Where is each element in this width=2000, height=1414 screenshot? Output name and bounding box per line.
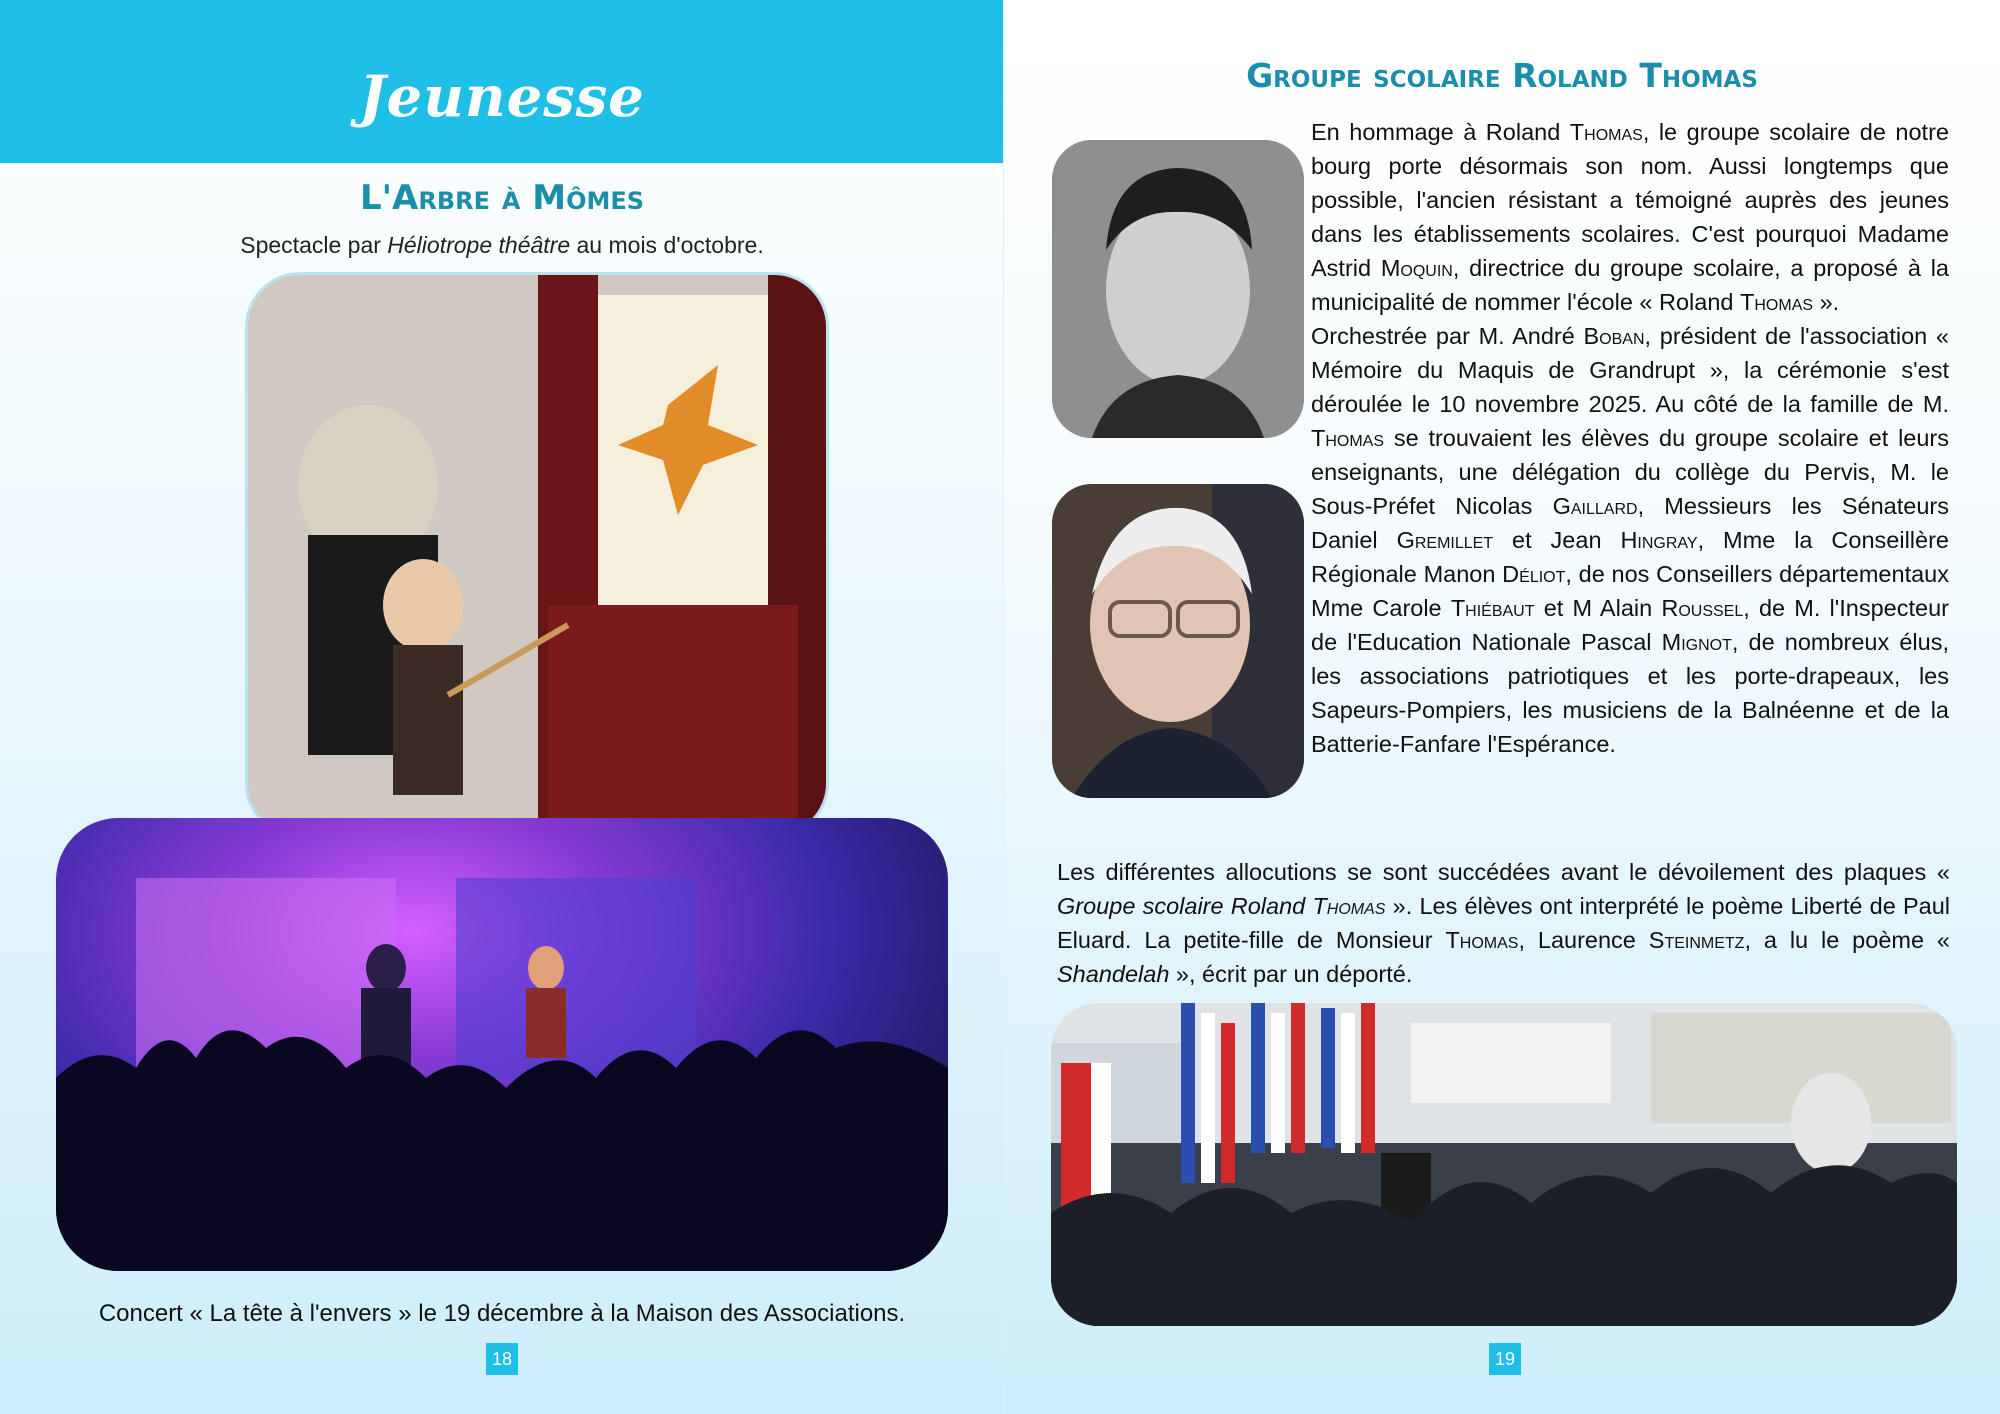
paragraph-1	[1311, 115, 1949, 319]
photo-roland-thomas-elderly	[1052, 484, 1304, 798]
text-run: Thiébaut	[1450, 595, 1535, 621]
text-run: Moquin	[1380, 255, 1453, 281]
text-run: Shandelah	[1057, 961, 1170, 987]
text-run: Déliot	[1502, 561, 1566, 587]
text-run: En hommage à Roland	[1311, 119, 1570, 145]
paragraph-tribute	[1311, 115, 1949, 761]
text-run: Les différentes allocutions se sont succédées avant le dévoilement des plaques «	[1057, 859, 1950, 885]
text-run: Thomas	[1312, 893, 1386, 919]
photo-ceremony	[1051, 1003, 1957, 1326]
text-run: Orchestrée par M. André	[1311, 323, 1584, 349]
text-run: Boban	[1583, 323, 1645, 349]
subtitle-suffix: au mois d'octobre.	[570, 232, 764, 258]
text-run: Mignot	[1661, 629, 1732, 655]
photo-concert	[56, 818, 948, 1271]
text-run: Thomas	[1445, 927, 1519, 953]
banner-title: Jeunesse	[359, 64, 645, 130]
text-run: , de nombreux élus, les associations patriotiques et les porte-drapeaux, les Sapeurs-Pompiers, les musiciens de la Balnéenne et de la Batterie-Fanfare l'Espérance.	[1311, 629, 1949, 757]
text-run: Hingray	[1620, 527, 1698, 553]
paragraph-speeches	[1057, 855, 1950, 991]
photo-shadow-theatre	[245, 272, 829, 838]
section-title-roland-thomas: Groupe scolaire Roland Thomas	[1246, 56, 1758, 95]
paragraph-2	[1311, 319, 1949, 761]
text-run: , directrice du groupe scolaire, a proposé à la municipalité de nommer l'école « Roland	[1311, 255, 1950, 315]
section-title-arbre: L'Arbre à Mômes	[359, 178, 645, 218]
text-run: Roussel	[1661, 595, 1744, 621]
text-run: , Messieurs les Sénateurs Daniel	[1311, 493, 1949, 553]
subtitle	[0, 232, 1004, 259]
subtitle-company: Héliotrope théâtre	[387, 232, 571, 258]
text-run: , le groupe scolaire de notre bourg porte désormais son nom. Aussi longtemps que possible, l'ancien résistant a témoigné auprès des jeunes dans les établissements scolaires. C'est pourquoi Madame Astrid	[1311, 119, 1949, 281]
text-run: Thomas	[1311, 425, 1385, 451]
text-run: Thomas	[1740, 289, 1814, 315]
text-run: et Jean	[1493, 527, 1621, 553]
text-run: , de M. l'Inspecteur de l'Education Nationale Pascal	[1311, 595, 1949, 655]
page-number-right: 19	[1489, 1343, 1521, 1375]
text-run: , de nos Conseillers départementaux Mme Carole	[1311, 561, 1949, 621]
page-number-left: 18	[486, 1343, 518, 1375]
text-run: se trouvaient les élèves du groupe scolaire et leurs enseignants, une délégation du collège du Pervis, M. le Sous-Préfet Nicolas	[1311, 425, 1949, 519]
text-run: ».	[1813, 289, 1840, 315]
text-run: Gremillet	[1396, 527, 1494, 553]
section-banner	[0, 0, 1004, 163]
text-run: Thomas	[1569, 119, 1643, 145]
text-run: », écrit par un déporté.	[1169, 961, 1413, 987]
text-run: , a lu le poème «	[1744, 927, 1950, 953]
concert-caption: Concert « La tête à l'envers » le 19 décembre à la Maison des Associations.	[98, 1300, 906, 1327]
text-run: Groupe scolaire Roland	[1057, 893, 1313, 919]
text-run: , président de l'association « Mémoire du Maquis de Grandrupt », la cérémonie s'est déroulée le 10 novembre 2025. Au côté de la famille de M.	[1311, 323, 1949, 417]
text-run: et M Alain	[1534, 595, 1662, 621]
text-run: , Laurence	[1518, 927, 1649, 953]
photo-roland-thomas-young	[1052, 140, 1304, 438]
subtitle-prefix: Spectacle par	[240, 232, 388, 258]
text-run: Gaillard	[1552, 493, 1638, 519]
text-run: Steinmetz	[1648, 927, 1745, 953]
text-run: , Mme la Conseillère Régionale Manon	[1311, 527, 1949, 587]
text-run: ». Les élèves ont interprété le poème Liberté de Paul Eluard. La petite-fille de Monsieur	[1057, 893, 1951, 953]
